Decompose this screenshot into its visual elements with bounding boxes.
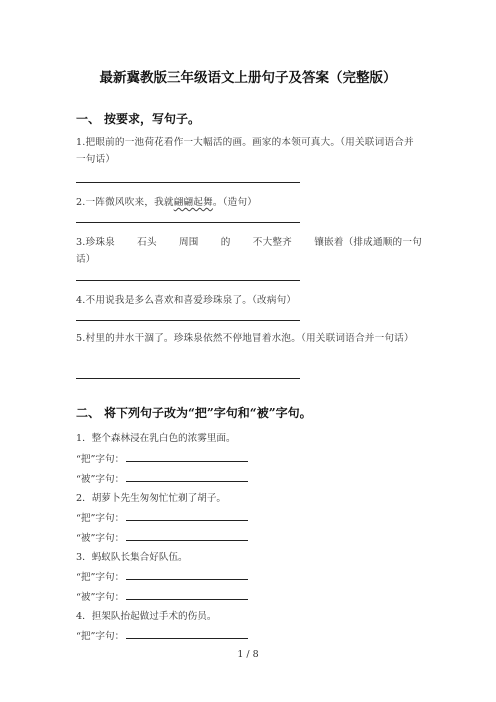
question-2-keyword: 翩翩起舞 [173, 197, 213, 208]
bei-row [76, 589, 248, 603]
question-2-text-c: 。（造句） [212, 197, 258, 208]
document-title: 最新冀教版三年级语文上册句子及答案（完整版） [99, 70, 397, 86]
question-1: 1.把眼前的一池荷花看作一大幅活的画。画家的本领可真大。（用关联词语合并一句话） [76, 137, 414, 165]
ba-answer-line [126, 628, 248, 639]
section-2-title: 将下列句子改为“把”字句和“被”字句。 [104, 406, 312, 420]
ba-answer-line [126, 451, 248, 462]
bei-answer-line [126, 530, 248, 541]
ba-label: “把”字句： [76, 513, 125, 524]
bei-label: “被”字句： [76, 474, 125, 485]
question-3-word: 镶嵌着（排成通顺的一句 [314, 237, 422, 248]
question-3-word: 周围 [178, 237, 199, 248]
ba-answer-line [126, 569, 248, 580]
ba-row [76, 628, 248, 642]
ba-label: “把”字句： [76, 572, 125, 583]
question-3-word: 的 [220, 237, 231, 248]
answer-line-4 [76, 320, 300, 321]
sentence-item: 1．整个森林浸在乳白色的浓雾里面。 [76, 433, 236, 444]
question-3 [76, 234, 422, 268]
section-1-heading [76, 110, 200, 127]
answer-line-1 [76, 182, 300, 183]
question-4: 4.不用说我是多么喜欢和喜爱珍珠泉了。（改病句） [76, 295, 297, 306]
ba-row [76, 451, 248, 465]
bei-row [76, 530, 248, 544]
ba-row [76, 510, 248, 524]
question-3-word: 石头 [137, 237, 157, 248]
ba-answer-line [126, 510, 248, 521]
question-3-tail: 话） [76, 254, 96, 265]
bei-row [76, 471, 248, 485]
section-1-title: 按要求，写句子。 [104, 112, 201, 126]
section-2-heading [76, 404, 312, 421]
section-2-number: 二、 [76, 406, 101, 420]
answer-line-2 [76, 222, 300, 223]
ba-label: “把”字句： [76, 631, 125, 642]
section-1-number: 一、 [76, 112, 101, 126]
question-2-text-a: 2.一阵微风吹来，我就 [76, 197, 174, 208]
question-2 [76, 194, 422, 211]
question-3-word: 3.珍珠泉 [76, 237, 115, 248]
sentence-item: 4．担架队抬起做过手术的伤员。 [76, 611, 217, 622]
bei-answer-line [126, 471, 248, 482]
page-indicator: 1 / 8 [237, 649, 259, 660]
question-3-words [76, 234, 422, 251]
bei-label: “被”字句： [76, 533, 125, 544]
sentence-item: 3．蚂蚁队长集合好队伍。 [76, 552, 188, 563]
bei-answer-line [126, 589, 248, 600]
bei-label: “被”字句： [76, 592, 125, 603]
answer-line-5 [76, 378, 300, 379]
ba-label: “把”字句： [76, 454, 125, 465]
question-5: 5.村里的井水干涸了。珍珠泉依然不停地冒着水泡。（用关联词语合并一句话） [76, 333, 414, 344]
sentence-item: 2．胡萝卜先生匆匆忙忙剃了胡子。 [76, 493, 227, 504]
answer-line-3 [76, 280, 300, 281]
question-3-word: 不大整齐 [252, 237, 292, 248]
ba-row [76, 569, 248, 583]
